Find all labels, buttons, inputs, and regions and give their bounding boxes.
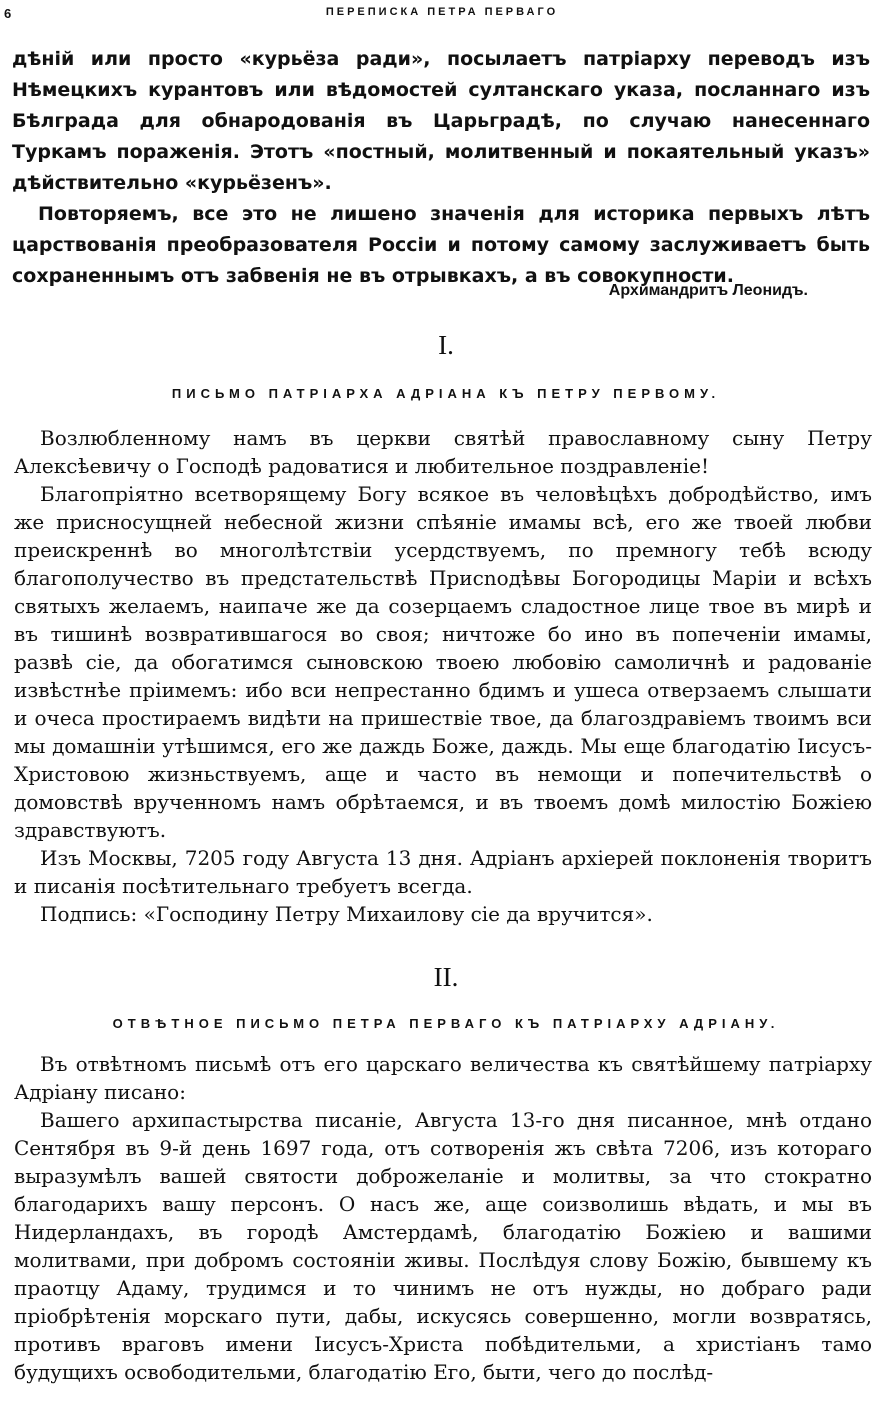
letter-1-paragraph-4: Подпись: «Господину Петру Михаилову сіе да вручится». [40,902,653,926]
letter-1-paragraph-3: Изъ Москвы, 7205 году Августа 13 дня. Адріанъ архіерей поклоненія творитъ и писанія посѣтительнаго требуетъ всегда. [14,846,872,898]
intro-paragraph-1: дѣній или просто «курьёза ради», посылаетъ патріарху переводъ изъ Нѣмецкихъ курантовъ или вѣдомостей султанскаго указа, посланнаго изъ Бѣлграда для обнародованія въ Царьградѣ, по случаю нанесеннаго Туркамъ пораженія. Этотъ «постный, молитвенный и покаятельный указъ» дѣйствительно «курьёзенъ». [12,48,870,194]
section-2-heading: ОТВѢТНОЕ ПИСЬМО ПЕТРА ПЕРВАГО КЪ ПАТРІАРХУ АДРІАНУ. [112,1016,780,1031]
section-2-numeral: II. [433,962,459,992]
section-1-letter [14,424,872,928]
letter-1-paragraph-1: Возлюбленному намъ въ церкви святѣй православному сыну Петру Алексѣевичу о Господѣ радоватися и любительное поздравленіе! [14,426,872,478]
letter-2-paragraph-2: Вашего архипастырства писаніе, Августа 13-го дня писанное, мнѣ отдано Сентября въ 9-й день 1697 года, отъ сотворенія жъ свѣта 7206, изъ котораго выразумѣлъ вашей святости доброжеланіе и молитвы, за что стократно благодарихъ вашу персонъ. О насъ же, аще соизволишь вѣдать, и мы въ Нидерландахъ, въ городѣ Амстердамѣ, благодатію Божіею и вашими молитвами, при добромъ состояніи живы. Послѣдуя слову Божію, бывшему къ праотцу Адаму, трудимся и то чинимъ не отъ нужды, но добраго ради пріобрѣтенія морскаго пути, дабы, искусясь совершенно, могли возвратясь, противъ враговъ имени Іисусъ-Христа побѣдительми, а христіанъ тамо будущихъ освободительми, благодатію Его, быти, чего до послѣд- [14,1108,872,1384]
running-head [4,4,880,26]
author-signature: Архимандритъ Леонидъ. [608,282,808,299]
letter-1-paragraph-2: Благопріятно всетворящему Богу всякое въ человѣцѣхъ добродѣйство, имъ же присносущней небесной жизни спѣяніе имамы всѣ, его же твоей любви преискреннѣ во многолѣтствіи усердствуемъ, по премногу тебѣ всюду благополучество въ предстательствѣ Присnодѣвы Богородицы Маріи и всѣхъ святыхъ желаемъ, наипаче же да созерцаемъ сладостное лице твое въ мирѣ и въ тишинѣ возвратившагося во своя; ничтоже бо ино въ попеченіи имамы, развѣ сіе, да обогатимся сыновскою твоею любовію самоличнѣ и радованіе извѣстнѣе пріимемъ: ибо вси непрестанно бдимъ и ушеса отверзаемъ слышати и очеса простираемъ видѣти на пришествіе твое, да благоздравіемъ твоимъ вси мы домашніи утѣшимся, его же даждь Боже, даждь. Мы еще благодатію Іисусъ-Христовою жизньствуемъ, аще и часто въ немощи и попечительствѣ о домовствѣ врученномъ намъ обрѣтаемся, и въ твоемъ домѣ милостію Божіею здравствуютъ. [14,482,872,842]
letter-2-paragraph-1: Въ отвѣтномъ письмѣ отъ его царскаго величества къ святѣйшему патріарху Адріану писано: [14,1052,872,1104]
intro-text [12,44,870,292]
section-1-numeral: I. [438,330,454,360]
intro-paragraph-2: Повторяемъ, все это не лишено значенія для историка первыхъ лѣтъ царствованія преобразователя Россіи и потому самому заслуживаетъ быть сохраненнымъ отъ забвенія не въ отрывкахъ, а въ совокупности. [12,203,870,287]
section-1-heading: ПИСЬМО ПАТРІАРХА АДРІАНА КЪ ПЕТРУ ПЕРВОМУ. [171,386,721,401]
running-title: ПЕРЕПИСКА ПЕТРА ПЕРВАГО [325,6,559,18]
section-2-letter [14,1050,872,1386]
page-number: 6 [4,6,12,21]
